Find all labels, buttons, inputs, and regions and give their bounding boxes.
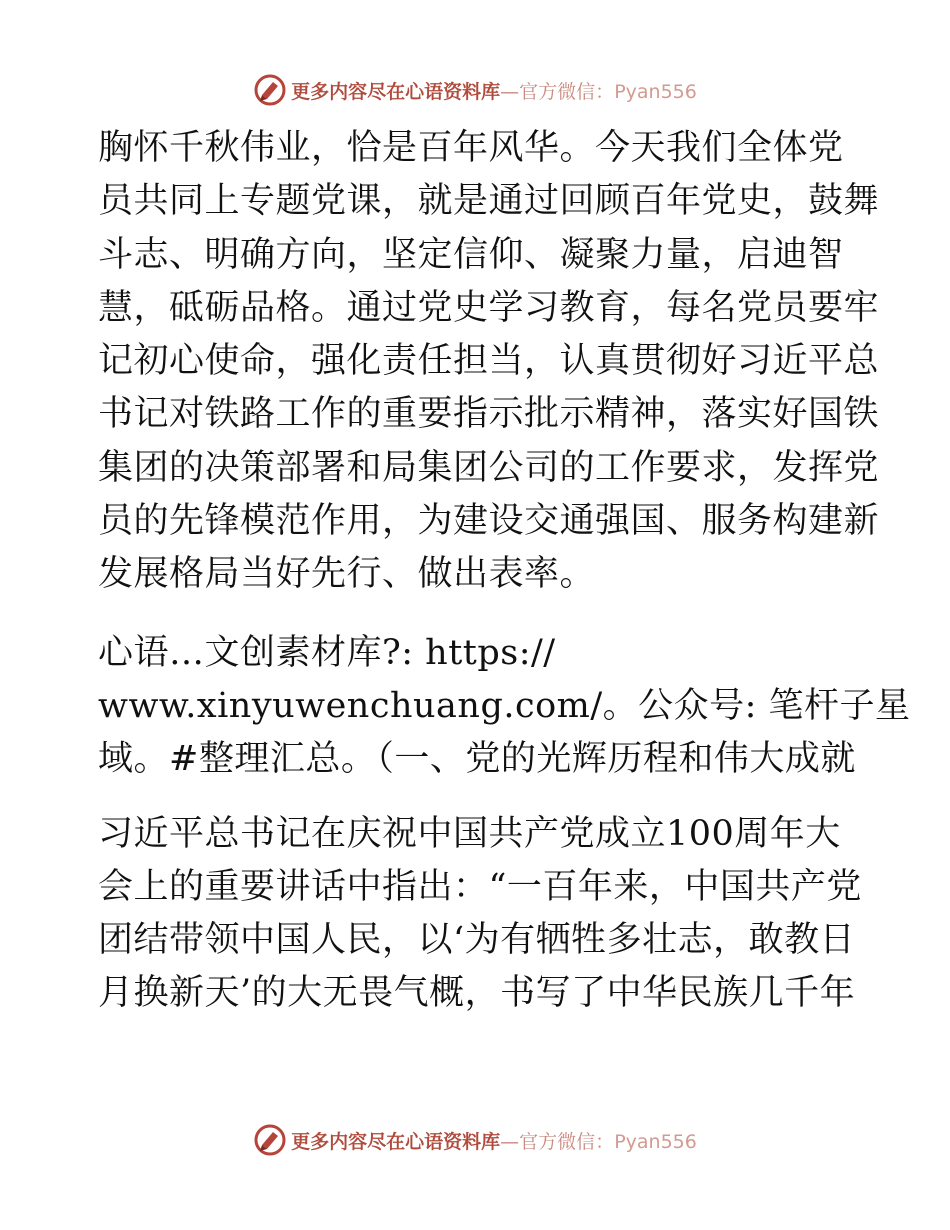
watermark-text — [291, 77, 697, 104]
paragraph-spacer — [98, 787, 858, 808]
watermark-site: 更多内容尽在心语资料库 — [291, 1130, 501, 1153]
watermark-wechat-id: Pyan556 — [614, 80, 697, 103]
text-line: www.xinyuwenchuang.com/。公众号: 笔杆子星 — [98, 685, 911, 726]
text-line: 习近平总书记在庆祝中国共产党成立100周年大 — [98, 813, 841, 854]
paragraph-quote — [98, 808, 862, 1021]
text-line: 斗志、明确方向，坚定信仰、凝聚力量，启迪智 — [98, 234, 844, 275]
paragraph-intro — [98, 122, 880, 602]
watermark-dash: — — [500, 80, 520, 103]
text-line: 集团的决策部署和局集团公司的工作要求，发挥党 — [98, 447, 880, 488]
paragraph-spacer — [98, 602, 858, 627]
text-line: 员共同上专题党课，就是通过回顾百年党史，鼓舞 — [98, 181, 880, 222]
watermark-wechat-id: Pyan556 — [614, 1130, 697, 1153]
document-body — [98, 122, 911, 1021]
text-line: 团结带领中国人民，以‘为有牺牲多壮志，敢教日 — [98, 920, 856, 961]
header-watermark-banner — [0, 70, 950, 110]
text-line: 会上的重要讲话中指出：“一百年来，中国共产党 — [98, 866, 862, 907]
footer-watermark-banner — [0, 1120, 950, 1160]
watermark-official-label: 官方微信： — [519, 1130, 615, 1153]
logo-icon — [253, 73, 287, 107]
watermark-site: 更多内容尽在心语资料库 — [291, 80, 501, 103]
watermark-official-label: 官方微信： — [519, 80, 615, 103]
text-line: 书记对铁路工作的重要指示批示精神，落实好国铁 — [98, 394, 880, 435]
logo-icon — [253, 1123, 287, 1157]
watermark-dash: — — [500, 1130, 520, 1153]
text-line: 发展格局当好先行、做出表率。 — [98, 554, 596, 595]
text-line: 慧，砥砺品格。通过党史学习教育，每名党员要牢 — [98, 287, 880, 328]
text-line: 记初心使命，强化责任担当，认真贯彻好习近平总 — [98, 341, 880, 382]
text-line: 心语…文创素材库?: https:// — [98, 632, 556, 673]
text-line: 员的先锋模范作用，为建设交通强国、服务构建新 — [98, 501, 880, 542]
text-line: 胸怀千秋伟业，恰是百年风华。今天我们全体党 — [98, 128, 844, 168]
text-line: 域。#整理汇总。（一、党的光辉历程和伟大成就 — [98, 739, 856, 780]
watermark-text — [291, 1127, 697, 1154]
text-line: 月换新天’的大无畏气概，书写了中华民族几千年 — [98, 973, 856, 1014]
paragraph-source-note — [98, 627, 911, 787]
